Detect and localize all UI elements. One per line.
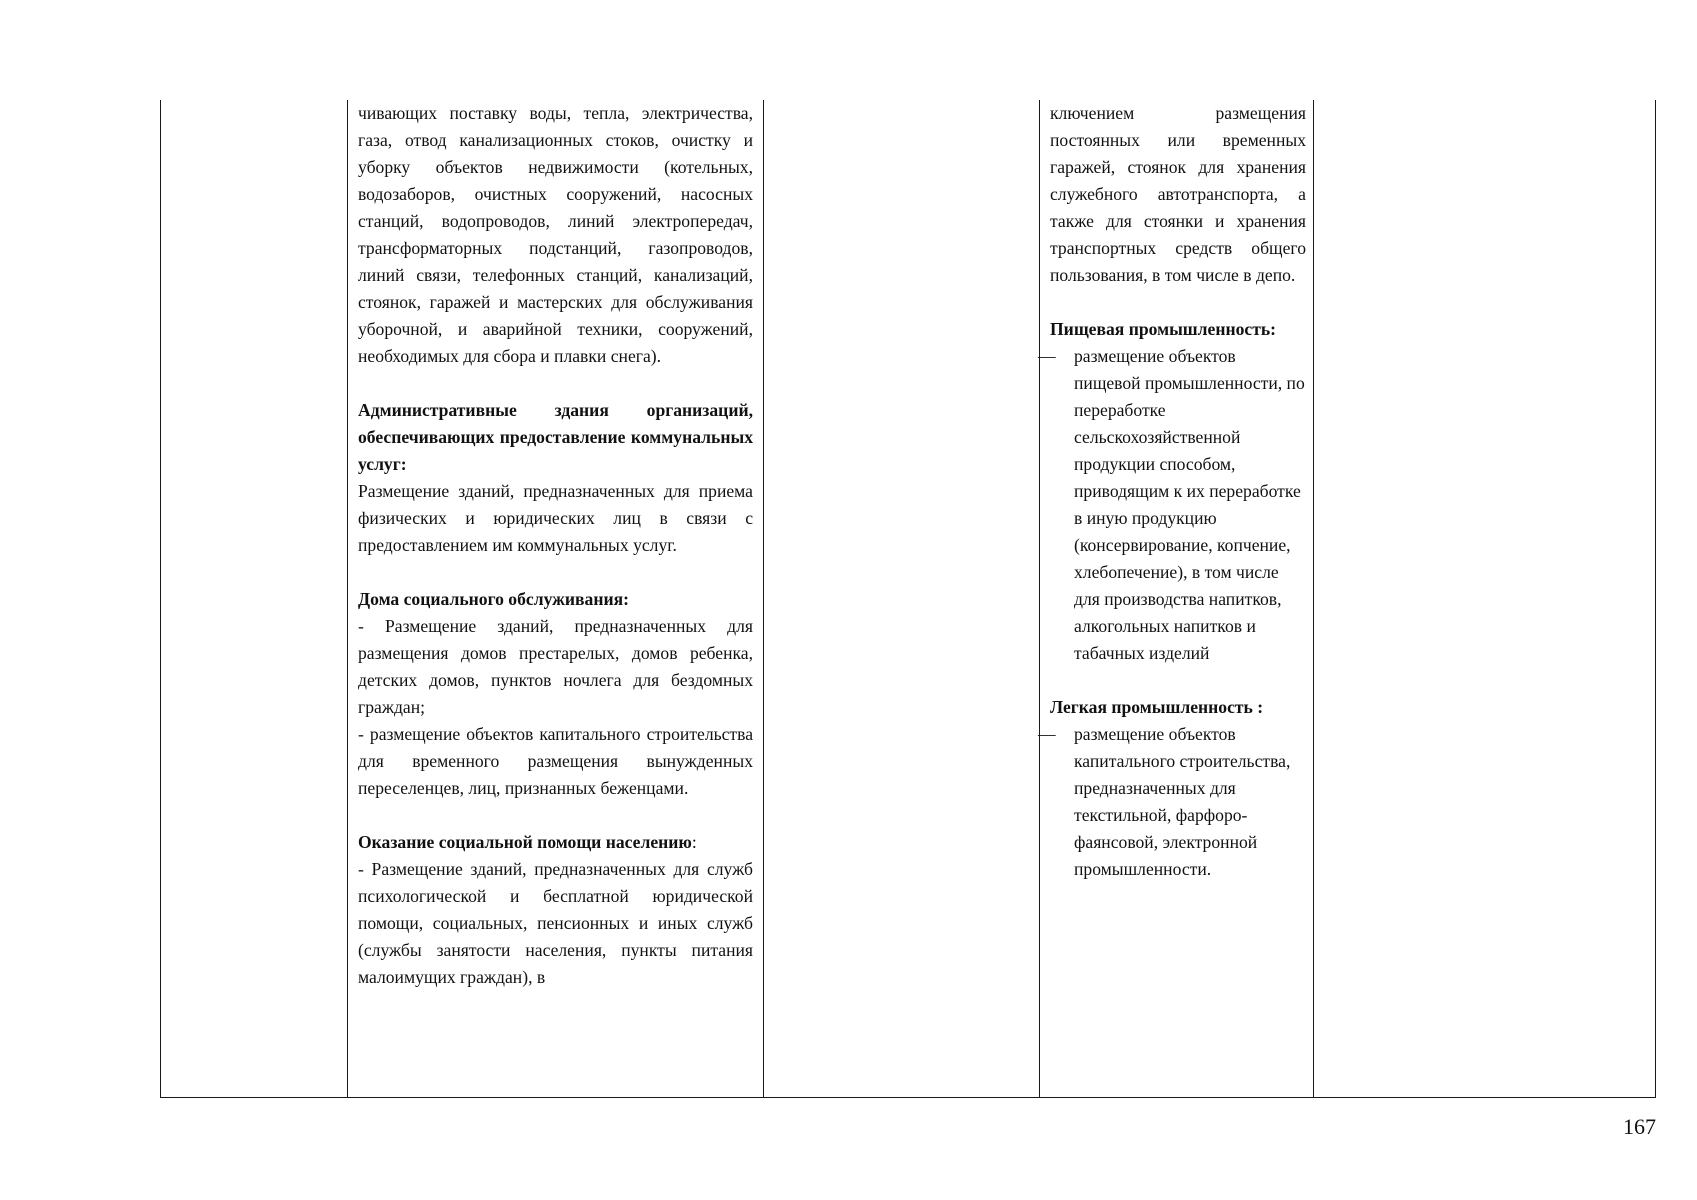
food-industry-list-item xyxy=(1038,343,1306,667)
social-homes-item: - Размещение зданий, предназначенных для размещения домов престарелых, домов ребенка, детских домов, пунктов ночлега для бездомных граждан; xyxy=(358,616,753,717)
table-cell-permitted-uses xyxy=(348,100,764,991)
admin-buildings-text: Размещение зданий, предназначенных для приема физических и юридических лиц в связи с предоставлением им коммунальных услуг. xyxy=(358,481,753,555)
social-homes-heading: Дома социального обслуживания: xyxy=(358,589,629,609)
garages-paragraph: ключением размещения постоянных или временных гаражей, стоянок для хранения служебного автотранспорта, а также для стоянки и хранения транспортных средств общего пользования, в том числе в депо. xyxy=(1050,103,1306,285)
dash-bullet: — xyxy=(1038,346,1056,366)
admin-buildings-heading: Административные здания организаций, обеспечивающих предоставление коммунальных услуг: xyxy=(358,400,753,474)
food-industry-text: размещение объектов пищевой промышленности, по переработке сельскохозяйственной продукции способом, приводящим к их переработке в иную продукцию (консервирование, копчение, хлебопечение), в том числе для производства напитков, алкогольных напитков и табачных изделий xyxy=(1074,346,1305,663)
table-cell-industrial-uses xyxy=(1040,100,1314,883)
utilities-paragraph: чивающих поставку воды, тепла, электричества, газа, отвод канализационных стоков, очистку и уборку объектов недвижимости (котельных, водозаборов, очистных сооружений, насосных станций, водопроводов, линий электропередач, трансформаторных подстанций, газопроводов, линий связи, телефонных станций, канализаций, стоянок, гаражей и мастерских для обслуживания уборочной, и аварийной техники, сооружений, необходимых для сбора и плавки снега). xyxy=(358,103,753,366)
light-industry-text: размещение объектов капитального строительства, предназначенных для текстильной, фарфоро-фаянсовой, электронной промышленности. xyxy=(1074,724,1291,879)
light-industry-heading: Легкая промышленность : xyxy=(1050,697,1264,717)
light-industry-list-item xyxy=(1038,721,1306,883)
page-number: 167 xyxy=(1623,1114,1656,1139)
dash-bullet: — xyxy=(1038,724,1056,744)
social-help-heading-line xyxy=(358,829,753,856)
social-help-heading: Оказание социальной помощи населению xyxy=(358,832,692,852)
food-industry-heading: Пищевая промышленность: xyxy=(1050,319,1277,339)
social-help-text: - Размещение зданий, предназначенных для служб психологической и бесплатной юридической помощи, социальных, пенсионных и иных служб (службы занятости населения, пункты питания малоимущих граждан), в xyxy=(358,859,753,987)
social-homes-item: - размещение объектов капитального строительства для временного размещения вынужденных переселенцев, лиц, признанных беженцами. xyxy=(358,724,753,798)
social-help-colon: : xyxy=(691,832,697,852)
